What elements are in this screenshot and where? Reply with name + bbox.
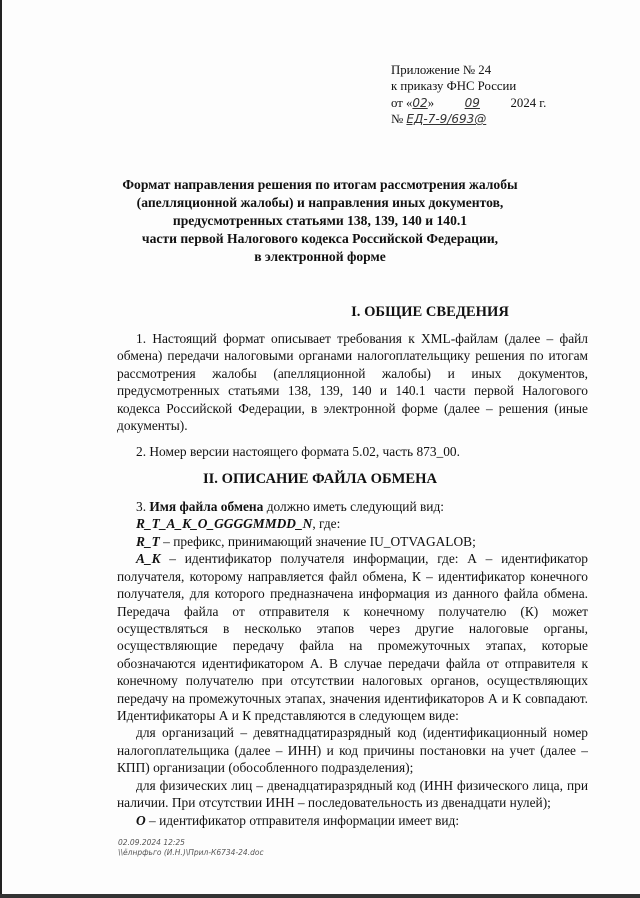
- paragraph-3-number: 3.: [136, 499, 150, 514]
- title-line: предусмотренных статьями 138, 139, 140 и 140.1: [172, 213, 468, 229]
- footer-timestamp: 02.09.2024 12:25: [118, 838, 185, 847]
- date-prefix: от «: [391, 95, 413, 110]
- individuals-paragraph: для физических лиц – двенадцатиразрядный код (ИНН физического лица, при наличии. При отсутствии ИНН – последовательность из двенадцати нулей);: [117, 777, 588, 811]
- section-general-body: [117, 330, 588, 460]
- title-line: (апелляционной жалобы) и направления иных документов,: [136, 195, 504, 211]
- appendix-line: Приложение № 24: [391, 63, 492, 77]
- appendix-header: [391, 62, 546, 128]
- file-name-term: Имя файла обмена: [149, 499, 264, 514]
- page-edge-left: [0, 0, 2, 898]
- rt-description: – префикс, принимающий значение IU_OTVAGALOB;: [159, 533, 476, 549]
- date-mid: »: [427, 95, 435, 110]
- section-file-body: [117, 498, 588, 829]
- ak-description: – идентификатор получателя информации, где: А – идентификатор получателя, которому направляется файл обмена, К – идентификатор конечного получателя, для которого предназначена информация из данного файла обмена. Передача файла от отправителя к конечному получателю (К) может осуществляться в несколько этапов через другие налоговые органы, осуществляющие передачу файла на промежуточных этапах, которые обозначаются идентификатором А. В случае передачи файла от отправителя к конечному получателю при отсутствии налоговых органов, осуществляющих передачу на промежуточных этапах, значения идентификаторов А и К совпадают. Идентификаторы А и К представляются в следующем виде:: [117, 551, 588, 724]
- page-edge-bottom: [0, 894, 640, 898]
- ak-definition: [117, 550, 588, 724]
- title-line: части первой Налогового кодекса Российской Федерации,: [141, 231, 499, 247]
- o-description: – идентификатор отправителя информации имеет вид:: [145, 812, 460, 828]
- appendix-date-line: [391, 95, 546, 111]
- rt-term: R_T: [136, 533, 160, 549]
- paragraph-1: 1. Настоящий формат описывает требования к XML-файлам (далее – файл обмена) передачи налоговыми органами налогоплательщику решения по итогам рассмотрения жалобы (апелляционной жалобы) и иных документов, предусмотренных статьями 138, 139, 140 и 140.1 части первой Налогового кодекса Российской Федерации, в электронной форме (далее – решения (иные документы).: [117, 331, 588, 434]
- title-line: Формат направления решения по итогам рассмотрения жалобы: [122, 177, 518, 192]
- document-title: [100, 176, 540, 266]
- section-heading-file-description: II. ОПИСАНИЕ ФАЙЛА ОБМЕНА: [202, 471, 438, 487]
- pattern-rest: , где:: [312, 516, 341, 532]
- rt-definition: [117, 533, 588, 550]
- o-definition: [117, 812, 588, 829]
- file-name-pattern: R_T_A_K_O_GGGGMMDD_N: [136, 516, 313, 532]
- organizations-paragraph: для организаций – девятнадцатиразрядный код (идентификационный номер налогоплательщика (далее – ИНН) и код причины постановки на учет (далее – КПП) организации (обособленного подразделения);: [117, 725, 588, 776]
- number-prefix: №: [391, 112, 404, 127]
- date-day: 02: [412, 95, 428, 110]
- paragraph-3: [117, 498, 588, 515]
- file-footer: [118, 838, 264, 858]
- paragraph-2: 2. Номер версии настоящего формата 5.02, часть 873_00.: [136, 443, 460, 459]
- appendix-number-line: [391, 111, 546, 127]
- title-line: в электронной форме: [254, 249, 386, 265]
- file-name-pattern-line: [117, 515, 588, 532]
- order-number: ЕД-7-9/693@: [406, 112, 487, 127]
- date-year: 2024 г.: [510, 95, 547, 110]
- paragraph-3-rest: должно иметь следующий вид:: [263, 499, 444, 514]
- footer-file-path: \\ёлнрфьго (И.Н.)\Прил-К6734-24.doc: [118, 848, 264, 858]
- ak-term: A_K: [136, 551, 161, 567]
- o-term: O: [136, 812, 146, 828]
- section-heading-general: I. ОБЩИЕ СВЕДЕНИЯ: [351, 304, 509, 320]
- appendix-order-line: к приказу ФНС России: [391, 79, 517, 94]
- date-month: 09: [464, 95, 480, 110]
